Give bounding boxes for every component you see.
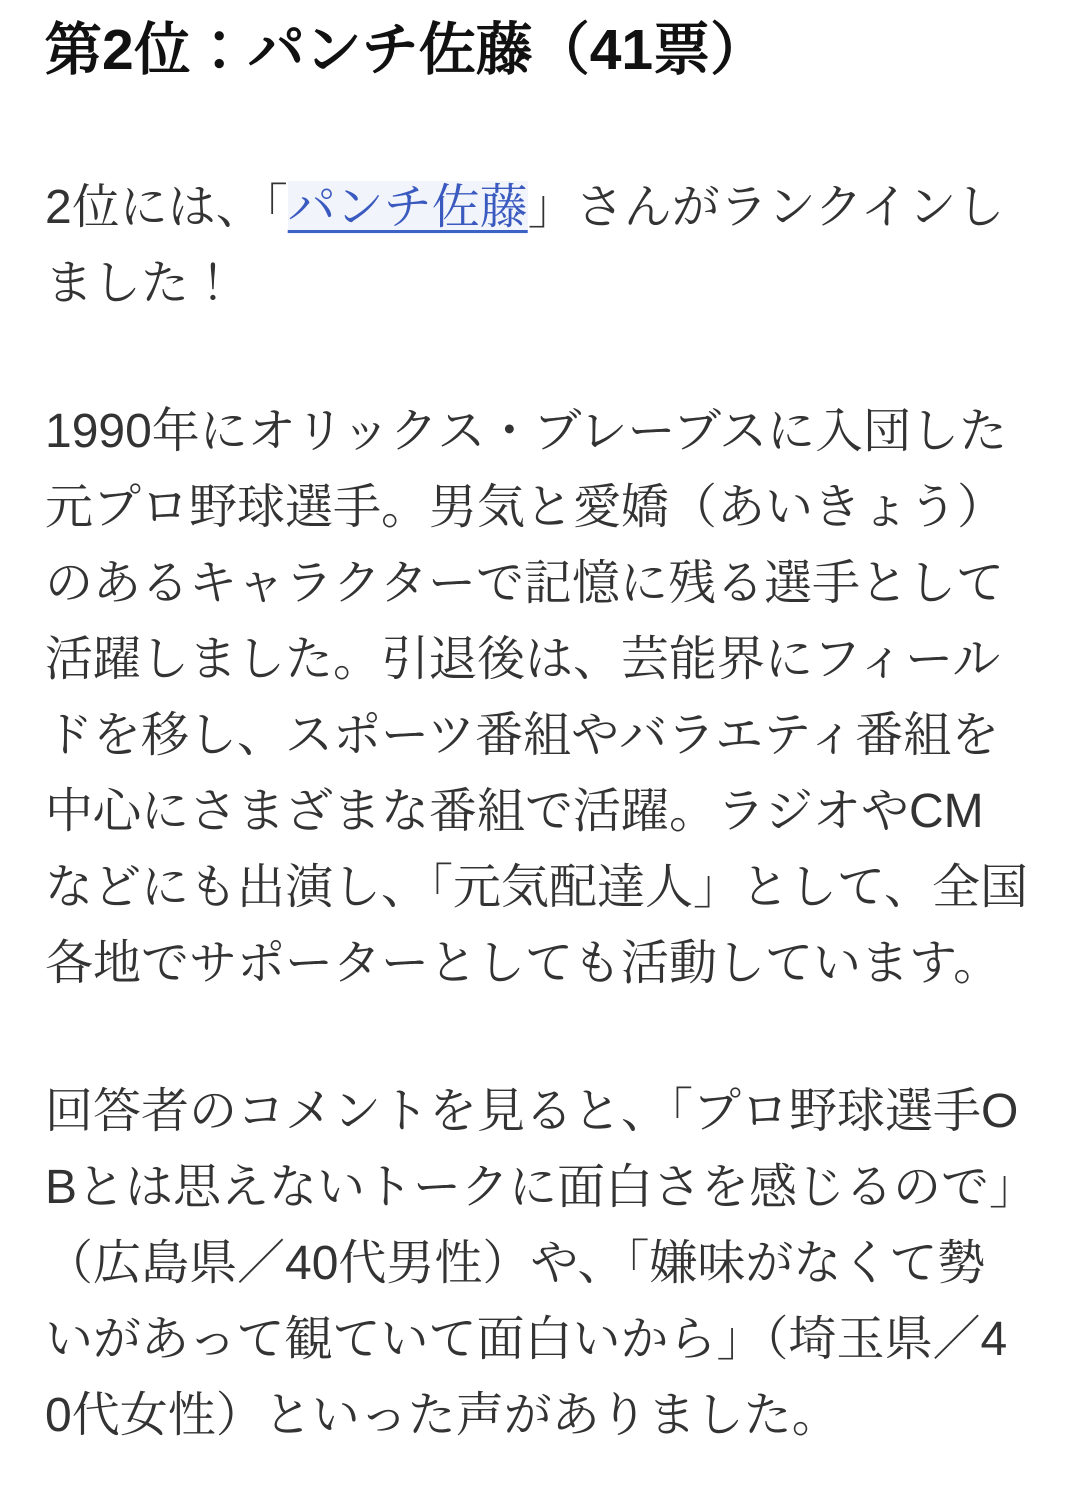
respondent-comments-paragraph: 回答者のコメントを見ると、「プロ野球選手OBとは思えないトークに面白さを感じるので」（広島県／40代男性）や、「嫌味がなくて勢いがあって観ていて面白いから」（埼玉県／40代女性）といった声がありました。: [45, 1085, 1019, 1443]
intro-text-before-link: 2位には、「: [45, 181, 288, 235]
punch-sato-link[interactable]: パンチ佐藤: [287, 181, 528, 235]
intro-text-after-link: 」さんがランクインしました！: [45, 181, 1005, 311]
profile-paragraph: 1990年にオリックス・ブレーブスに入団した元プロ野球選手。男気と愛嬌（あいきょう）のあるキャラクターで記憶に残る選手として活躍しました。引退後は、芸能界にフィールドを移し、スポーツ番組やバラエティ番組を中心にさまざまな番組で活躍。ラジオやCMなどにも出演し、「元気配達人」として、全国各地でサポーターとしても活動しています。: [45, 405, 1029, 991]
intro-paragraph: [45, 170, 1030, 322]
ranking-heading: 第2位：パンチ佐藤（41票）: [45, 18, 768, 82]
